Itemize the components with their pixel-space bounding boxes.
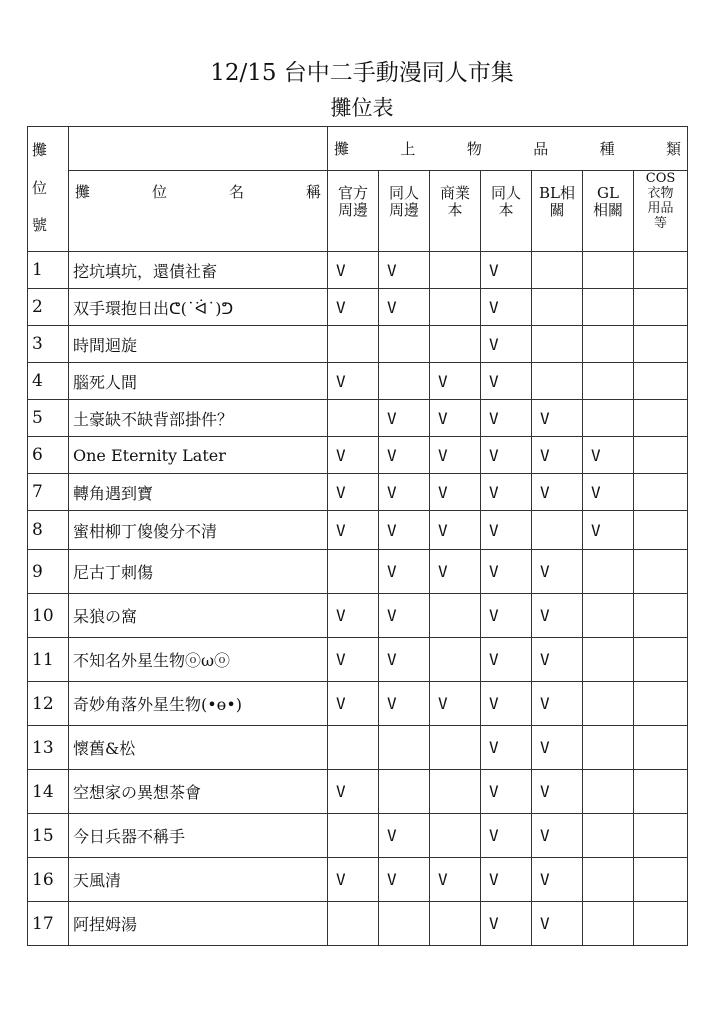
item-mark: V [328, 437, 379, 474]
header-num-char: 號 [32, 216, 48, 234]
table-row [28, 511, 688, 550]
item-mark: V [532, 594, 583, 638]
booth-number: 11 [28, 638, 69, 682]
item-mark: V [328, 682, 379, 726]
item-mark [583, 858, 634, 902]
header-group-char: 種 [599, 139, 615, 158]
item-mark [430, 638, 481, 682]
header-name-char: 名 [228, 182, 244, 201]
item-mark [430, 252, 481, 289]
item-mark: V [481, 770, 532, 814]
page-subtitle: 攤位表 [330, 96, 394, 120]
item-mark [328, 726, 379, 770]
header-blank-cell [69, 127, 328, 171]
booth-name: One Eternity Later [69, 437, 328, 474]
item-mark: V [379, 511, 430, 550]
booth-number: 13 [28, 726, 69, 770]
item-mark: V [481, 550, 532, 594]
item-mark [430, 289, 481, 326]
table-row [28, 550, 688, 594]
item-mark: V [532, 400, 583, 437]
item-mark [634, 252, 688, 289]
item-mark [583, 326, 634, 363]
header-group-char: 攤 [334, 139, 350, 158]
booth-name: 時間迴旋 [69, 326, 328, 363]
booth-name: 阿捏姆湯 [69, 902, 328, 946]
table-row [28, 252, 688, 289]
table-row [28, 638, 688, 682]
booth-number: 4 [28, 363, 69, 400]
booth-name: 双手環抱日出ᕦ(˙ᐛ˙)ᕤ [69, 289, 328, 326]
item-mark: V [532, 638, 583, 682]
item-mark [379, 770, 430, 814]
table-row [28, 594, 688, 638]
header-category: BL相 關 [532, 170, 583, 251]
item-mark [634, 400, 688, 437]
item-mark [583, 726, 634, 770]
item-mark: V [328, 474, 379, 511]
item-mark: V [379, 858, 430, 902]
item-mark [430, 726, 481, 770]
item-mark: V [481, 682, 532, 726]
header-items-group [328, 127, 688, 171]
item-mark: V [379, 437, 430, 474]
table-row [28, 326, 688, 363]
header-booth-name [69, 170, 328, 251]
booth-name: 天風清 [69, 858, 328, 902]
table-row [28, 289, 688, 326]
header-category: 官方 周邊 [328, 170, 379, 251]
item-mark [430, 902, 481, 946]
booth-number: 16 [28, 858, 69, 902]
item-mark: V [328, 594, 379, 638]
header-group-char: 上 [400, 139, 416, 158]
item-mark [430, 326, 481, 363]
header-category: 同人 周邊 [379, 170, 430, 251]
item-mark [328, 400, 379, 437]
item-mark [634, 511, 688, 550]
table-row [28, 474, 688, 511]
table-row [28, 770, 688, 814]
item-mark: V [379, 550, 430, 594]
booth-number: 10 [28, 594, 69, 638]
item-mark: V [532, 858, 583, 902]
item-mark: V [481, 858, 532, 902]
table-row [28, 363, 688, 400]
booth-name: 空想家の異想茶會 [69, 770, 328, 814]
booth-number: 14 [28, 770, 69, 814]
header-num-char: 攤 [32, 141, 48, 159]
item-mark: V [532, 902, 583, 946]
item-mark [328, 326, 379, 363]
item-mark [583, 902, 634, 946]
item-mark [532, 511, 583, 550]
item-mark: V [481, 594, 532, 638]
header-name-char: 攤 [75, 182, 91, 201]
item-mark: V [481, 902, 532, 946]
item-mark: V [328, 858, 379, 902]
item-mark: V [532, 770, 583, 814]
item-mark: V [379, 252, 430, 289]
booth-number: 15 [28, 814, 69, 858]
table-row [28, 437, 688, 474]
booth-number: 5 [28, 400, 69, 437]
item-mark: V [481, 252, 532, 289]
booth-name: 尼古丁刺傷 [69, 550, 328, 594]
booth-number: 12 [28, 682, 69, 726]
item-mark: V [430, 682, 481, 726]
item-mark: V [430, 858, 481, 902]
booth-name: 呆狼の窩 [69, 594, 328, 638]
item-mark: V [532, 814, 583, 858]
item-mark: V [481, 400, 532, 437]
booth-number: 17 [28, 902, 69, 946]
booth-number: 7 [28, 474, 69, 511]
item-mark [430, 814, 481, 858]
item-mark: V [583, 511, 634, 550]
item-mark [634, 682, 688, 726]
item-mark: V [379, 638, 430, 682]
booth-name: 蜜柑柳丁傻傻分不清 [69, 511, 328, 550]
item-mark: V [583, 437, 634, 474]
item-mark: V [532, 550, 583, 594]
item-mark: V [379, 682, 430, 726]
item-mark [328, 550, 379, 594]
item-mark [634, 814, 688, 858]
item-mark [379, 363, 430, 400]
header-category: 商業 本 [430, 170, 481, 251]
item-mark: V [328, 252, 379, 289]
item-mark: V [481, 511, 532, 550]
item-mark [532, 252, 583, 289]
item-mark: V [532, 726, 583, 770]
item-mark [328, 814, 379, 858]
header-category: COS 衣物 用品 等 [634, 170, 688, 251]
booth-number: 3 [28, 326, 69, 363]
booth-name: 腦死人間 [69, 363, 328, 400]
item-mark [634, 902, 688, 946]
item-mark [379, 902, 430, 946]
item-mark [583, 770, 634, 814]
item-mark [634, 550, 688, 594]
item-mark: V [379, 814, 430, 858]
item-mark: V [481, 474, 532, 511]
item-mark: V [481, 289, 532, 326]
header-booth-number [28, 127, 69, 252]
item-mark [379, 326, 430, 363]
item-mark: V [532, 474, 583, 511]
header-num-char: 位 [32, 178, 48, 197]
item-mark [634, 289, 688, 326]
item-mark [328, 902, 379, 946]
booth-name: 今日兵器不稱手 [69, 814, 328, 858]
item-mark: V [379, 594, 430, 638]
item-mark: V [481, 326, 532, 363]
item-mark: V [379, 474, 430, 511]
item-mark [583, 638, 634, 682]
item-mark: V [481, 363, 532, 400]
booth-name: 挖坑填坑，還債社畜 [69, 252, 328, 289]
booth-name: 轉角遇到寶 [69, 474, 328, 511]
item-mark [532, 289, 583, 326]
item-mark: V [328, 363, 379, 400]
item-mark [379, 726, 430, 770]
item-mark: V [430, 511, 481, 550]
item-mark: V [328, 770, 379, 814]
header-category: 同人 本 [481, 170, 532, 251]
item-mark: V [328, 638, 379, 682]
item-mark [430, 770, 481, 814]
booth-name: 不知名外星生物ⓞωⓞ [69, 638, 328, 682]
header-category: GL 相關 [583, 170, 634, 251]
item-mark [583, 400, 634, 437]
item-mark: V [328, 289, 379, 326]
booth-name: 懷舊&松 [69, 726, 328, 770]
item-mark: V [481, 638, 532, 682]
item-mark: V [430, 474, 481, 511]
item-mark: V [583, 474, 634, 511]
page-title: 12/15 台中二手動漫同人市集 [210, 60, 514, 86]
table-row [28, 814, 688, 858]
item-mark: V [328, 511, 379, 550]
item-mark: V [481, 726, 532, 770]
item-mark: V [532, 682, 583, 726]
item-mark [430, 594, 481, 638]
table-row [28, 400, 688, 437]
table-row [28, 682, 688, 726]
booth-name: 土豪缺不缺背部掛件？ [69, 400, 328, 437]
item-mark [634, 363, 688, 400]
item-mark [634, 858, 688, 902]
item-mark [583, 682, 634, 726]
booth-number: 9 [28, 550, 69, 594]
item-mark [583, 814, 634, 858]
item-mark: V [379, 289, 430, 326]
item-mark [634, 326, 688, 363]
item-mark [583, 252, 634, 289]
item-mark [583, 289, 634, 326]
item-mark [634, 474, 688, 511]
item-mark: V [481, 814, 532, 858]
header-name-char: 稱 [305, 182, 321, 201]
booth-number: 1 [28, 252, 69, 289]
item-mark [532, 363, 583, 400]
item-mark [583, 594, 634, 638]
booth-number: 6 [28, 437, 69, 474]
booth-number: 2 [28, 289, 69, 326]
item-mark: V [532, 437, 583, 474]
header-name-char: 位 [151, 182, 167, 201]
booth-name: 奇妙角落外星生物(•ө•) [69, 682, 328, 726]
item-mark: V [430, 437, 481, 474]
item-mark: V [379, 400, 430, 437]
item-mark [634, 594, 688, 638]
header-group-char: 類 [666, 139, 682, 158]
item-mark [634, 726, 688, 770]
item-mark [583, 363, 634, 400]
booth-table [27, 126, 688, 946]
item-mark: V [481, 437, 532, 474]
item-mark [634, 437, 688, 474]
table-row [28, 726, 688, 770]
item-mark: V [430, 550, 481, 594]
header-group-char: 品 [533, 139, 549, 158]
item-mark: V [430, 363, 481, 400]
header-group-char: 物 [466, 139, 482, 158]
table-row [28, 902, 688, 946]
item-mark [583, 550, 634, 594]
table-row [28, 858, 688, 902]
item-mark [634, 638, 688, 682]
item-mark: V [430, 400, 481, 437]
item-mark [634, 770, 688, 814]
item-mark [532, 326, 583, 363]
booth-number: 8 [28, 511, 69, 550]
